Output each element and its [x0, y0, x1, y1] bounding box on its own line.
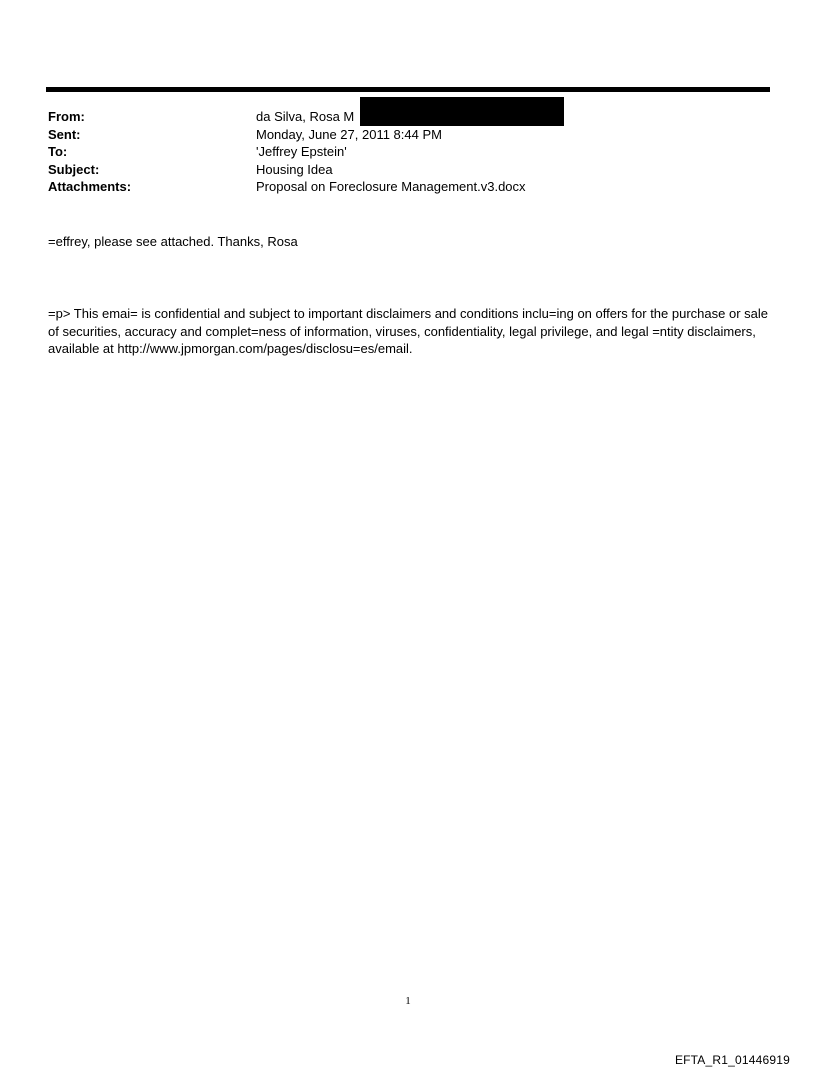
email-body: =effrey, please see attached. Thanks, Rosa [48, 234, 298, 249]
email-disclaimer: =p> This emai= is confidential and subject to important disclaimers and conditions inclu=ing on offers for the purchase or sale of securities, accuracy and complet=ness of information, viruses, confidentiality, legal privilege, and legal =ntity disclaimers, available at http://www.jpmorgan.com/pages/disclosu=es/email. [48, 306, 768, 356]
from-value: da Silva, Rosa M [256, 109, 355, 124]
sent-value: Monday, June 27, 2011 8:44 PM [256, 126, 442, 142]
to-row [48, 143, 768, 161]
from-label: From: [48, 109, 85, 124]
attachments-row [48, 178, 768, 196]
to-value: 'Jeffrey Epstein' [256, 144, 347, 159]
document-id: EFTA_R1_01446919 [674, 1053, 790, 1067]
sent-label: Sent: [48, 126, 81, 142]
to-label: To: [48, 144, 68, 159]
from-value-container [256, 108, 768, 126]
subject-row [48, 161, 768, 179]
subject-value: Housing Idea [256, 161, 333, 177]
email-header [48, 108, 768, 196]
attachments-label: Attachments: [48, 179, 132, 194]
page-number: 1 [405, 995, 411, 1007]
redaction-box [360, 97, 564, 126]
subject-label: Subject: [48, 161, 100, 177]
sent-row [48, 126, 768, 144]
header-divider [46, 87, 770, 92]
attachments-value: Proposal on Foreclosure Management.v3.docx [256, 179, 526, 194]
from-row [48, 108, 768, 126]
